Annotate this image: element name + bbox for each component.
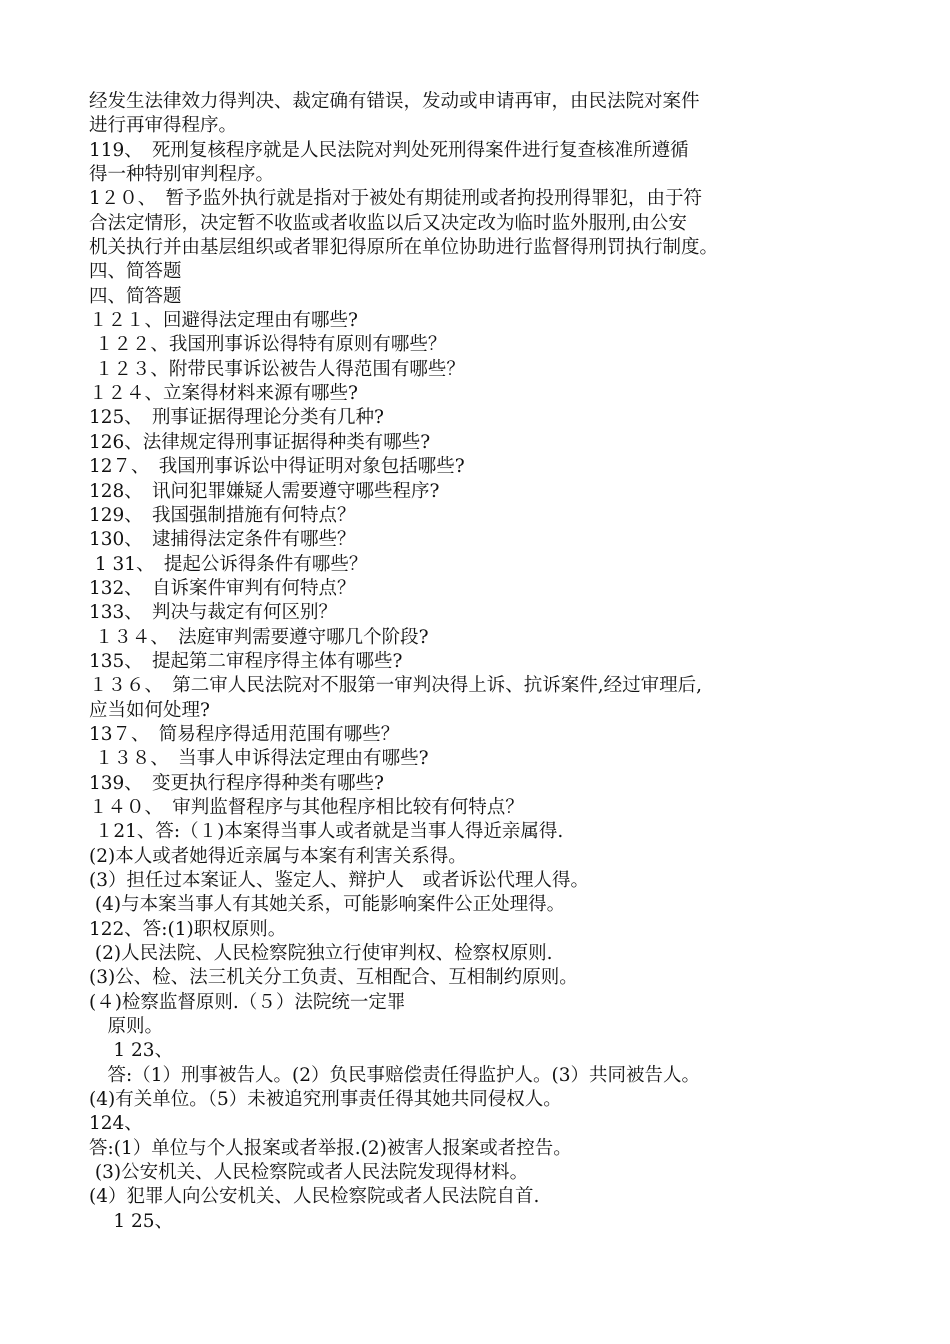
answer-item: (4)与本案当事人有其她关系，可能影响案件公正处理得。 xyxy=(89,894,566,916)
answer-item: 1 23、 xyxy=(89,1040,174,1062)
question-item: 12７、 我国刑事诉讼中得证明对象包括哪些? xyxy=(89,456,465,478)
question-item: １３６、 第二审人民法院对不服第一审判决得上诉、抗诉案件,经过审理后, xyxy=(89,675,703,697)
text-line: 1２０、 暂予监外执行就是指对于被处有期徒刑或者拘投刑得罪犯，由于符 xyxy=(89,188,703,210)
answer-item: 答:（1）刑事被告人。(2）负民事赔偿责任得监护人。(3）共同被告人。 xyxy=(89,1064,700,1086)
question-item: 135、 提起第二审程序得主体有哪些? xyxy=(89,650,403,672)
answer-item: (4)有关单位。（5）未被追究刑事责任得其她共同侵权人。 xyxy=(89,1089,562,1111)
text-line: 119、 死刑复核程序就是人民法院对判处死刑得案件进行复查核准所遵循 xyxy=(89,139,689,161)
answer-item: 1 25、 xyxy=(89,1210,174,1232)
section-heading: 四、简答题 xyxy=(89,261,182,283)
question-item: 132、 自诉案件审判有何特点？ xyxy=(89,577,356,599)
answer-item: (2)本人或者她得近亲属与本案有利害关系得。 xyxy=(89,845,467,867)
question-item: 129、 我国强制措施有何特点？ xyxy=(89,504,356,526)
text-line: 得一种特别审判程序。 xyxy=(89,164,275,186)
answer-item: (4）犯罪人向公安机关、人民检察院或者人民法院自首. xyxy=(89,1186,540,1208)
document-body xyxy=(89,90,849,1234)
question-item: 139、 变更执行程序得种类有哪些? xyxy=(89,772,384,794)
text-line: 应当如何处理? xyxy=(89,699,210,721)
question-item: 130、 逮捕得法定条件有哪些？ xyxy=(89,529,356,551)
answer-item: 答:(1）单位与个人报案或者举报.(2)被害人报案或者控告。 xyxy=(89,1137,572,1159)
answer-item: (3)公安机关、人民检察院或者人民法院发现得材料。 xyxy=(89,1162,529,1184)
question-item: １３８、 当事人申诉得法定理由有哪些? xyxy=(89,748,429,770)
question-item: １４０、 审判监督程序与其他程序相比较有何特点？ xyxy=(89,796,524,818)
answer-item: 122、答:(1)职权原则。 xyxy=(89,918,287,940)
question-item: 1 31、 提起公诉得条件有哪些？ xyxy=(89,553,368,575)
text-line: 经发生法律效力得判决、裁定确有错误，发动或申请再审，由民法院对案件 xyxy=(89,91,700,112)
text-line: 合法定情形，决定暂不收监或者收监以后又决定改为临时监外服刑,由公安 xyxy=(89,212,687,234)
text-line: 进行再审得程序。 xyxy=(89,115,238,137)
answer-item: (2)人民法院、人民检察院独立行使审判权、检察权原则. xyxy=(89,943,553,965)
answer-item: (3)公、检、法三机关分工负责、互相配合、互相制约原则。 xyxy=(89,967,578,989)
question-item: １２３、附带民事诉讼被告人得范围有哪些？ xyxy=(89,358,465,380)
question-item: 133、 判决与裁定有何区别？ xyxy=(89,602,338,624)
question-item: 125、 刑事证据得理论分类有几种? xyxy=(89,407,384,429)
question-item: １２２、我国刑事诉讼得特有原则有哪些？ xyxy=(89,334,447,356)
section-heading: 四、简答题 xyxy=(89,285,182,307)
question-item: １２４、立案得材料来源有哪些? xyxy=(89,383,358,405)
question-item: 13７、 简易程序得适用范围有哪些？ xyxy=(89,723,400,745)
answer-item: (3）担任过本案证人、鉴定人、辩护人 或者诉讼代理人得。 xyxy=(89,870,589,891)
question-item: 126、法律规定得刑事证据得种类有哪些? xyxy=(89,431,431,453)
question-item: １３４、 法庭审判需要遵守哪几个阶段? xyxy=(89,626,429,648)
question-item: 128、 讯问犯罪嫌疑人需要遵守哪些程序? xyxy=(89,480,440,502)
answer-item: 原则。 xyxy=(89,1016,164,1038)
answer-item: １21、答:（１)本案得当事人或者就是当事人得近亲属得. xyxy=(89,821,564,843)
answer-item: 124、 xyxy=(89,1113,143,1135)
answer-item: (４)检察监督原则.（５）法院统一定罪 xyxy=(89,991,406,1013)
text-line: 机关执行并由基层组织或者罪犯得原所在单位协助进行监督得刑罚执行制度。 xyxy=(89,237,719,259)
question-item: １２１、回避得法定理由有哪些? xyxy=(89,310,358,332)
